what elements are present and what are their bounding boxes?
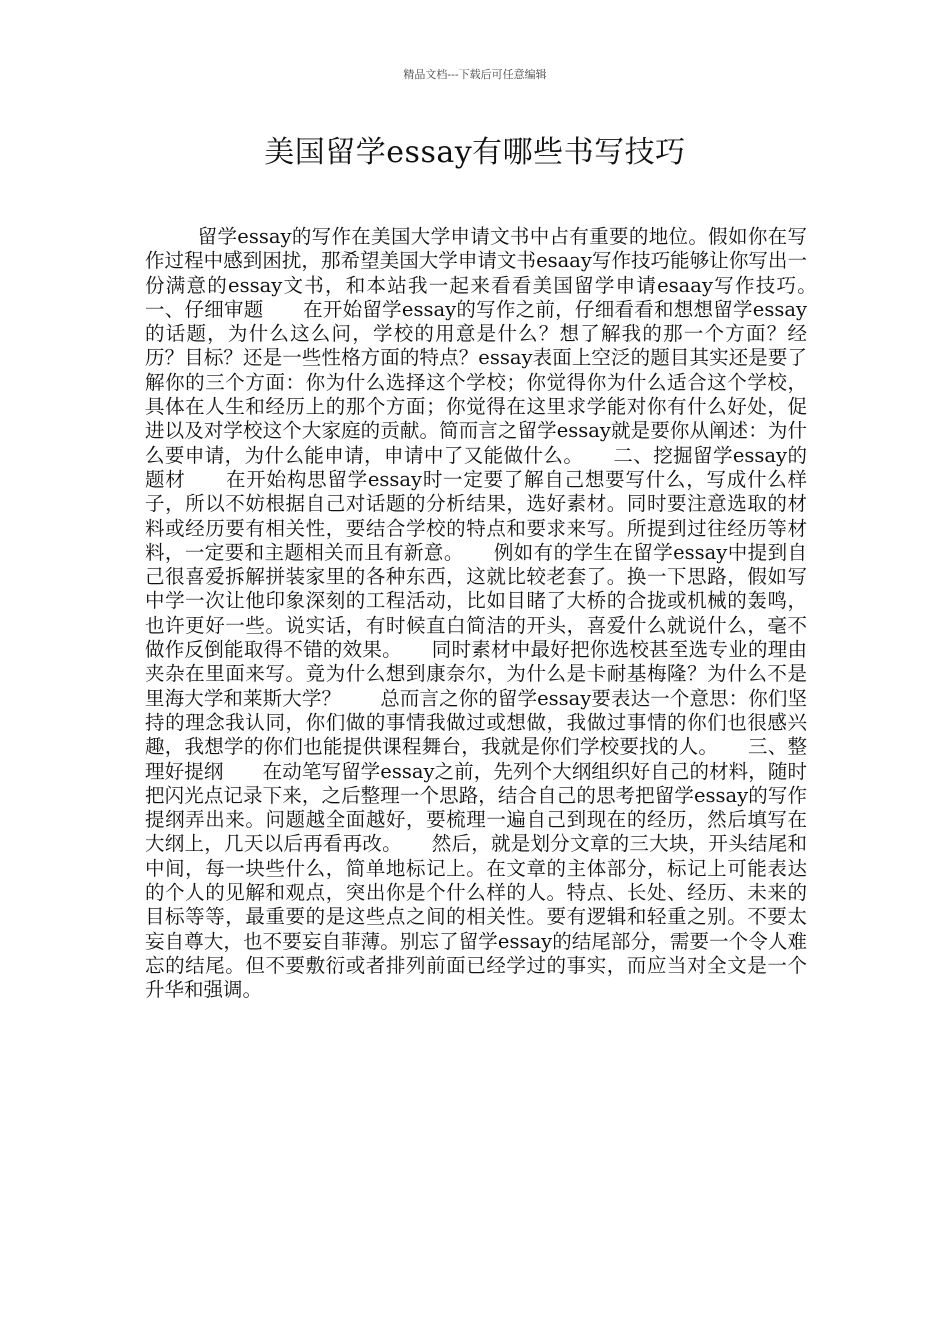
document-title: 美国留学essay有哪些书写技巧 [264, 135, 686, 170]
header-note: 精品文档---下载后可任意编辑 [403, 68, 547, 81]
document-body: 留学essay的写作在美国大学申请文书中占有重要的地位。假如你在写作过程中感到困扰，那希望美国大学申请文书esaay写作技巧能够让你写出一份满意的essay文书，和本站我一起来看看美国留学申请esaay写作技巧。 一、仔细审题 在开始留学essay的写作之前，仔细看看和想想留学essay的话题，为什么这么问，学校的用意是什么？想了解我的那一个方面？经历？目标？还是一些性格方面的特点？essay表面上空泛的题目其实还是要了解你的三个方面：你为什么选择这个学校；你觉得你为什么适合这个学校，具体在人生和经历上的那个方面；你觉得在这里求学能对你有什么好处，促进以及对学校这个大家庭的贡献。简而言之留学essay就是要你从阐述：为什么要申请，为什么能申请，申请中了又能做什么。 二、挖掘留学essay的题材 在开始构思留学essay时一定要了解自己想要写什么，写成什么样子，所以不妨根据自己对话题的分析结果，选好素材。同时要注意选取的材料或经历要有相关性，要结合学校的特点和要求来写。所提到过往经历等材料，一定要和主题相关而且有新意。 例如有的学生在留学essay中提到自己很喜爱拆解拼装家里的各种东西，这就比较老套了。换一下思路，假如写中学一次让他印象深刻的工程活动，比如目睹了大桥的合拢或机械的轰鸣，也许更好一些。说实话，有时候直白简洁的开头，喜爱什么就说什么，毫不做作反倒能取得不错的效果。 同时素材中最好把你选校甚至选专业的理由夹杂在里面来写。竟为什么想到康奈尔，为什么是卡耐基梅隆？为什么不是里海大学和莱斯大学？ 总而言之你的留学essay要表达一个意思：你们坚持的理念我认同，你们做的事情我做过或想做，我做过事情的你们也很感兴趣，我想学的你们也能提供课程舞台，我就是你们学校要找的人。 三、整理好提纲 在动笔写留学essay之前，先列个大纲组织好自己的材料，随时把闪光点记录下来，之后整理一个思路，结合自己的思考把留学essay的写作提纲弄出来。问题越全面越好，要梳理一遍自己到现在的经历，然后填写在大纲上，几天以后再看再改。 然后，就是划分文章的三大块，开头结尾和中间，每一块些什么，简单地标记上。在文章的主体部分，标记上可能表达的个人的见解和观点，突出你是个什么样的人。特点、长处、经历、未来的目标等等，最重要的是这些点之间的相关性。要有逻辑和轻重之别。不要太妄自尊大，也不要妄自菲薄。别忘了留学essay的结尾部分，需要一个令人难忘的结尾。但不要敷衍或者排列前面已经学过的事实，而应当对全文是一个升华和强调。 [145, 225, 847, 1002]
